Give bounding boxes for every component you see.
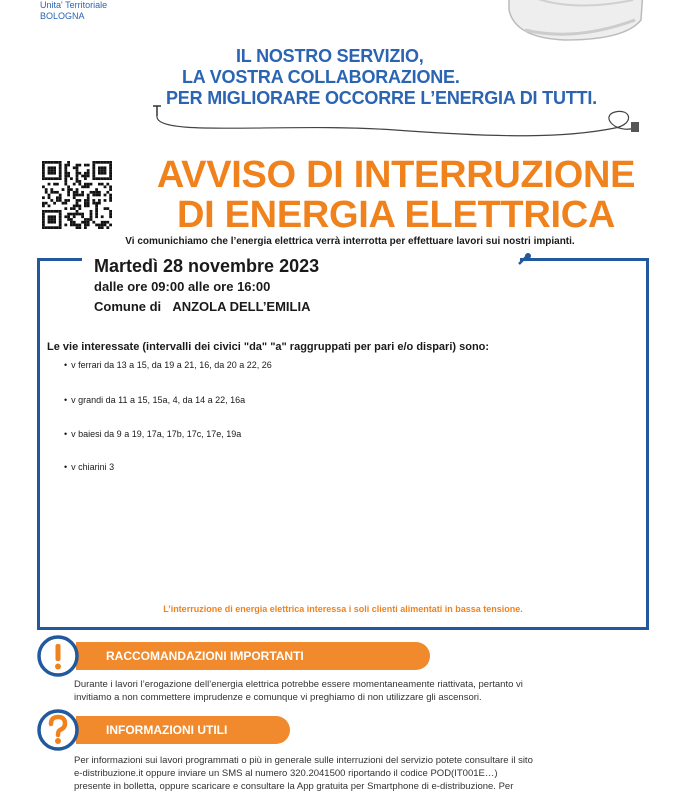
street-text: v baiesi da 9 a 19, 17a, 17b, 17c, 17e, 19a bbox=[71, 429, 242, 439]
slogan-line-3: PER MIGLIORARE OCCORRE L’ENERGIA DI TUTTI. bbox=[166, 88, 597, 108]
slogan-line-1: IL NOSTRO SERVIZIO, bbox=[236, 46, 424, 66]
bullet: • bbox=[64, 429, 68, 439]
org-city: BOLOGNA bbox=[40, 11, 85, 21]
recommendations-line-2: invitiamo a non commettere imprudenze e comunque vi preghiamo di non utilizzare gli ascensori. bbox=[74, 692, 482, 703]
info-text bbox=[74, 754, 654, 793]
municipality bbox=[94, 299, 311, 314]
bullet: • bbox=[64, 462, 68, 472]
org-unit: Unita' Territoriale bbox=[40, 0, 108, 10]
question-icon bbox=[36, 708, 80, 752]
slogan-line-2: LA VOSTRA COLLABORAZIONE. bbox=[182, 67, 460, 87]
list-item bbox=[64, 462, 114, 472]
info-line-2: e-distribuzione.it oppure inviare un SMS al numero 320.2041500 riportando il codice POD(IT001E…) bbox=[74, 768, 498, 779]
title-line-1: AVVISO DI INTERRUZIONE bbox=[156, 154, 636, 196]
plug-icon bbox=[517, 252, 533, 266]
recommendations-line-1: Durante i lavori l’erogazione dell’energia elettrica potrebbe essere momentaneamente riattivata, pertanto vi bbox=[74, 679, 523, 690]
info-line-1: Per informazioni sui lavori programmati o più in generale sulle interruzioni del servizio potete consultare il sito bbox=[74, 755, 533, 766]
recommendations-text bbox=[74, 678, 654, 704]
street-text: v chiarini 3 bbox=[71, 462, 115, 472]
intro-text: Vi comunichiamo che l’energia elettrica verrà interrotta per effettuare lavori sui nostri impianti. bbox=[125, 236, 575, 247]
street-text: v ferrari da 13 a 15, da 19 a 21, 16, da 20 a 22, 26 bbox=[71, 360, 272, 370]
list-item bbox=[64, 395, 245, 405]
streets-title: Le vie interessate (intervalli dei civici "da" "a" raggruppati per pari e/o dispari) sono: bbox=[47, 341, 490, 353]
cable-plug-decoration bbox=[145, 98, 655, 148]
organization-label bbox=[40, 0, 107, 22]
interruption-date: Martedì 28 novembre 2023 bbox=[94, 256, 320, 276]
info-line-3: presente in bolletta, oppure scaricare e consultare la App gratuita per Smartphone di e-distribuzione. Per bbox=[74, 781, 514, 792]
notice-box-top-right bbox=[520, 258, 649, 261]
title-line-2: DI ENERGIA ELETTRICA bbox=[176, 194, 616, 236]
interruption-hours: dalle ore 09:00 alle ore 16:00 bbox=[94, 279, 271, 294]
street-text: v grandi da 11 a 15, 15a, 4, da 14 a 22, 16a bbox=[71, 395, 246, 405]
info-banner: INFORMAZIONI UTILI bbox=[76, 716, 290, 744]
low-voltage-note: L’interruzione di energia elettrica interessa i soli clienti alimentati in bassa tensione. bbox=[163, 604, 523, 614]
helmet-icon bbox=[505, 0, 645, 42]
municipality-label: Comune di bbox=[94, 299, 162, 314]
municipality-name: ANZOLA DELL’EMILIA bbox=[172, 299, 311, 314]
bullet: • bbox=[64, 395, 68, 405]
list-item bbox=[64, 429, 241, 439]
exclamation-icon bbox=[36, 634, 80, 678]
recommendations-banner: RACCOMANDAZIONI IMPORTANTI bbox=[76, 642, 430, 670]
qr-code bbox=[42, 161, 112, 229]
bullet: • bbox=[64, 360, 68, 370]
list-item bbox=[64, 360, 272, 370]
notice-box-top-left bbox=[37, 258, 82, 261]
page-title bbox=[116, 155, 676, 235]
